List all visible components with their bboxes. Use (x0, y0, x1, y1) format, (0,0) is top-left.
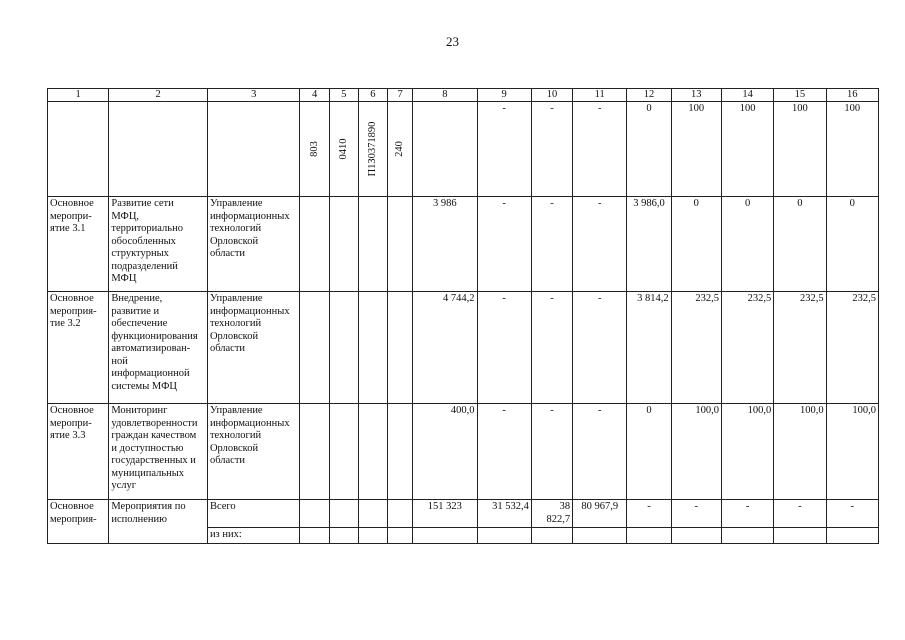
value-cell: 80 967,9 (573, 500, 627, 528)
event-name-cell: Мониторинг удовлетворенности граждан качеством и доступностью государственных и муниципальных услуг (109, 404, 208, 500)
value-cell: - (573, 404, 627, 500)
cell (358, 500, 387, 528)
cell (721, 528, 773, 544)
code-text: П1З0371890 (366, 121, 378, 177)
executor-cell: Управление информационных технологий Орловской области (207, 292, 300, 404)
program-table (47, 88, 879, 544)
value-cell: - (531, 197, 572, 292)
column-number-row (48, 89, 879, 102)
col-number: 1 (48, 89, 109, 102)
table-row (48, 404, 879, 500)
cell (300, 528, 329, 544)
value-cell: 400,0 (413, 404, 477, 500)
cell (300, 500, 329, 528)
col-number: 5 (329, 89, 358, 102)
value-cell: 0 (774, 197, 826, 292)
value-cell: 3 986,0 (627, 197, 671, 292)
code-text: 803 (308, 141, 320, 157)
code-cell (329, 102, 358, 197)
value-cell: - (573, 292, 627, 404)
cell (207, 102, 300, 197)
value-cell: 4 744,2 (413, 292, 477, 404)
cell (358, 292, 387, 404)
value-cell: - (477, 292, 531, 404)
value-cell: 0 (671, 197, 721, 292)
value-cell: 100 (721, 102, 773, 197)
page-number: 23 (446, 34, 459, 49)
value-cell: 0 (627, 102, 671, 197)
col-number: 12 (627, 89, 671, 102)
value-cell: - (531, 404, 572, 500)
cell (388, 404, 413, 500)
value-cell: 3 814,2 (627, 292, 671, 404)
executor-cell: Управление информационных технологий Орловской области (207, 197, 300, 292)
value-cell: 100,0 (826, 404, 878, 500)
value-cell: 0 (627, 404, 671, 500)
col-number: 15 (774, 89, 826, 102)
of-them-label: из них: (207, 528, 300, 544)
value-cell: 232,5 (826, 292, 878, 404)
value-cell: 100 (774, 102, 826, 197)
value-cell: 38 822,7 (531, 500, 572, 528)
value-cell: - (774, 500, 826, 528)
col-number: 2 (109, 89, 208, 102)
value-cell: 0 (826, 197, 878, 292)
cell (329, 292, 358, 404)
cell (627, 528, 671, 544)
value-cell: 100,0 (721, 404, 773, 500)
cell (329, 404, 358, 500)
col-number: 14 (721, 89, 773, 102)
col-number: 4 (300, 89, 329, 102)
col-number: 3 (207, 89, 300, 102)
cell (329, 528, 358, 544)
value-cell: 232,5 (671, 292, 721, 404)
cell (531, 528, 572, 544)
col-number: 13 (671, 89, 721, 102)
value-cell: 151 323 (413, 500, 477, 528)
value-cell: - (531, 292, 572, 404)
col-number: 9 (477, 89, 531, 102)
value-cell: 0 (721, 197, 773, 292)
value-cell: - (826, 500, 878, 528)
code-text: 240 (393, 141, 405, 157)
value-cell: - (477, 197, 531, 292)
value-cell: 100 (671, 102, 721, 197)
cell (826, 528, 878, 544)
cell (300, 197, 329, 292)
cell (388, 528, 413, 544)
event-id-cell: Основное меропри- ятие 3.1 (48, 197, 109, 292)
col-number: 10 (531, 89, 572, 102)
cell (413, 528, 477, 544)
event-id-cell: Основное меропри- ятие 3.3 (48, 404, 109, 500)
col-number: 16 (826, 89, 878, 102)
event-name-cell: Внедрение, развитие и обеспечение функционирования автоматизирован- ной информационной системы МФЦ (109, 292, 208, 404)
value-cell: - (477, 404, 531, 500)
value-cell: - (627, 500, 671, 528)
table-row (48, 102, 879, 197)
col-number: 6 (358, 89, 387, 102)
col-number: 7 (388, 89, 413, 102)
cell (388, 500, 413, 528)
value-cell: - (671, 500, 721, 528)
event-id-cell: Основное мероприя- тие 3.2 (48, 292, 109, 404)
event-name-cell: Мероприятия по исполнению (109, 500, 208, 544)
value-cell: - (573, 197, 627, 292)
cell (329, 500, 358, 528)
cell (388, 292, 413, 404)
cell (358, 404, 387, 500)
cell (300, 404, 329, 500)
table-row (48, 500, 879, 528)
value-cell: 100,0 (774, 404, 826, 500)
total-label: Всего (207, 500, 300, 528)
code-cell (358, 102, 387, 197)
value-cell: - (531, 102, 572, 197)
value-cell: - (477, 102, 531, 197)
cell (329, 197, 358, 292)
cell (388, 197, 413, 292)
value-cell: 100,0 (671, 404, 721, 500)
cell (477, 528, 531, 544)
event-name-cell: Развитие сети МФЦ, территориально обособленных структурных подразделений МФЦ (109, 197, 208, 292)
executor-cell: Управление информационных технологий Орловской области (207, 404, 300, 500)
col-number: 8 (413, 89, 477, 102)
table-row (48, 197, 879, 292)
cell (109, 102, 208, 197)
value-cell (413, 102, 477, 197)
cell (671, 528, 721, 544)
value-cell: 232,5 (774, 292, 826, 404)
value-cell: - (573, 102, 627, 197)
cell (358, 197, 387, 292)
cell (774, 528, 826, 544)
code-text: 0410 (337, 138, 349, 160)
value-cell: - (721, 500, 773, 528)
cell (358, 528, 387, 544)
code-cell (300, 102, 329, 197)
cell (300, 292, 329, 404)
event-id-cell: Основное мероприя- (48, 500, 109, 544)
col-number: 11 (573, 89, 627, 102)
cell (573, 528, 627, 544)
code-cell (388, 102, 413, 197)
table-row (48, 292, 879, 404)
value-cell: 31 532,4 (477, 500, 531, 528)
value-cell: 3 986 (413, 197, 477, 292)
cell (48, 102, 109, 197)
value-cell: 232,5 (721, 292, 773, 404)
value-cell: 100 (826, 102, 878, 197)
